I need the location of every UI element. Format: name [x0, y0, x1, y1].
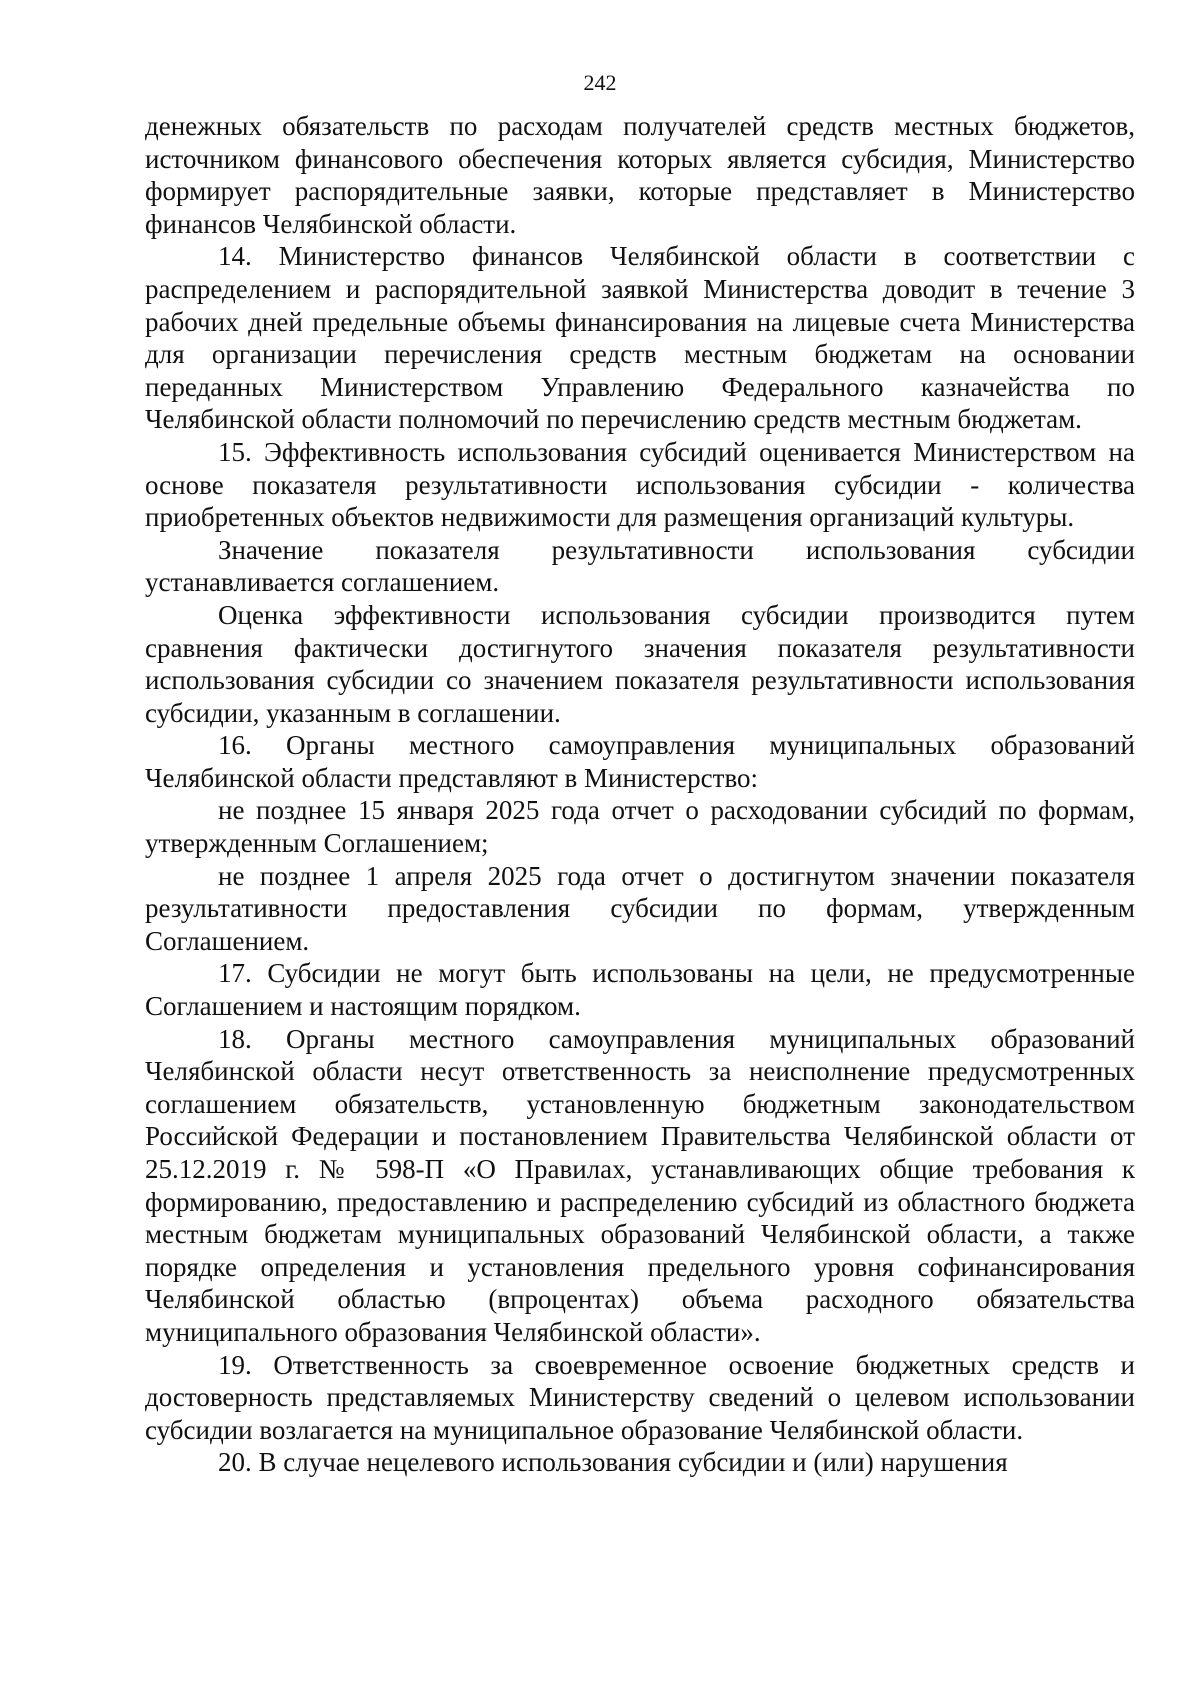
paragraph-item-14: 14. Министерство финансов Челябинской области в соответствии с распределением и распорядительной заявкой Министерства доводит в течение 3 рабочих дней предельные объемы финансирования на лицевые счета Министерства для организации перечисления средств местным бюджетам на основании переданных Министерством Управлению Федерального казначейства по Челябинской области полномочий по перечислению средств местным бюджетам. — [145, 241, 1135, 435]
paragraph-item-18: 18. Органы местного самоуправления муниципальных образований Челябинской области несут ответственность за неисполнение предусмотренных соглашением обязательств, установленную бюджетным законодательством Российской Федерации и постановлением Правительства Челябинской области от 25.12.2019 г. № 598-П «О Правилах, устанавливающих общие требования к формированию, предоставлению и распределению субсидий из областного бюджета местным бюджетам муниципальных образований Челябинской области, а также порядке определения и установления предельного уровня софинансирования Челябинской областью (впроцентах) объема расходного обязательства муниципального образования Челябинской области». — [145, 1023, 1135, 1347]
paragraph-item-20: 20. В случае нецелевого использования субсидии и (или) нарушения — [218, 1447, 1008, 1478]
paragraph-report-april: не позднее 1 апреля 2025 года отчет о достигнутом значении показателя результативности предоставления субсидии по формам, утвержденным Соглашением. — [145, 860, 1135, 956]
paragraph-item-16: 16. Органы местного самоуправления муниципальных образований Челябинской области представляют в Министерство: — [145, 730, 1135, 793]
paragraph-item-19: 19. Ответственность за своевременное освоение бюджетных средств и достоверность представляемых Министерству сведений о целевом использовании субсидии возлагается на муниципальное образование Челябинской области. — [145, 1349, 1135, 1445]
paragraph-item-17: 17. Субсидии не могут быть использованы на цели, не предусмотренные Соглашением и настоящим порядком. — [145, 958, 1135, 1022]
document-body — [145, 110, 1135, 1479]
paragraph-indicator-value: Значение показателя результативности использования субсидии устанавливается соглашением. — [145, 534, 1135, 598]
paragraph-continuation: денежных обязательств по расходам получателей средств местных бюджетов, источником финансового обеспечения которых является субсидия, Министерство формирует распорядительные заявки, которые представляет в Министерство финансов Челябинской области. — [145, 111, 1135, 239]
paragraph-efficiency-assessment: Оценка эффективности использования субсидии производится путем сравнения фактически достигнутого значения показателя результативности использования субсидии со значением показателя результативности использования субсидии, указанным в соглашении. — [145, 599, 1135, 728]
paragraph-report-january: не позднее 15 января 2025 года отчет о расходовании субсидий по формам, утвержденным Соглашением; — [145, 795, 1135, 859]
paragraph-item-15: 15. Эффективность использования субсидий оценивается Министерством на основе показателя результативности использования субсидии - количества приобретенных объектов недвижимости для размещения организаций культуры. — [145, 436, 1135, 533]
page-number: 242 — [583, 70, 617, 95]
